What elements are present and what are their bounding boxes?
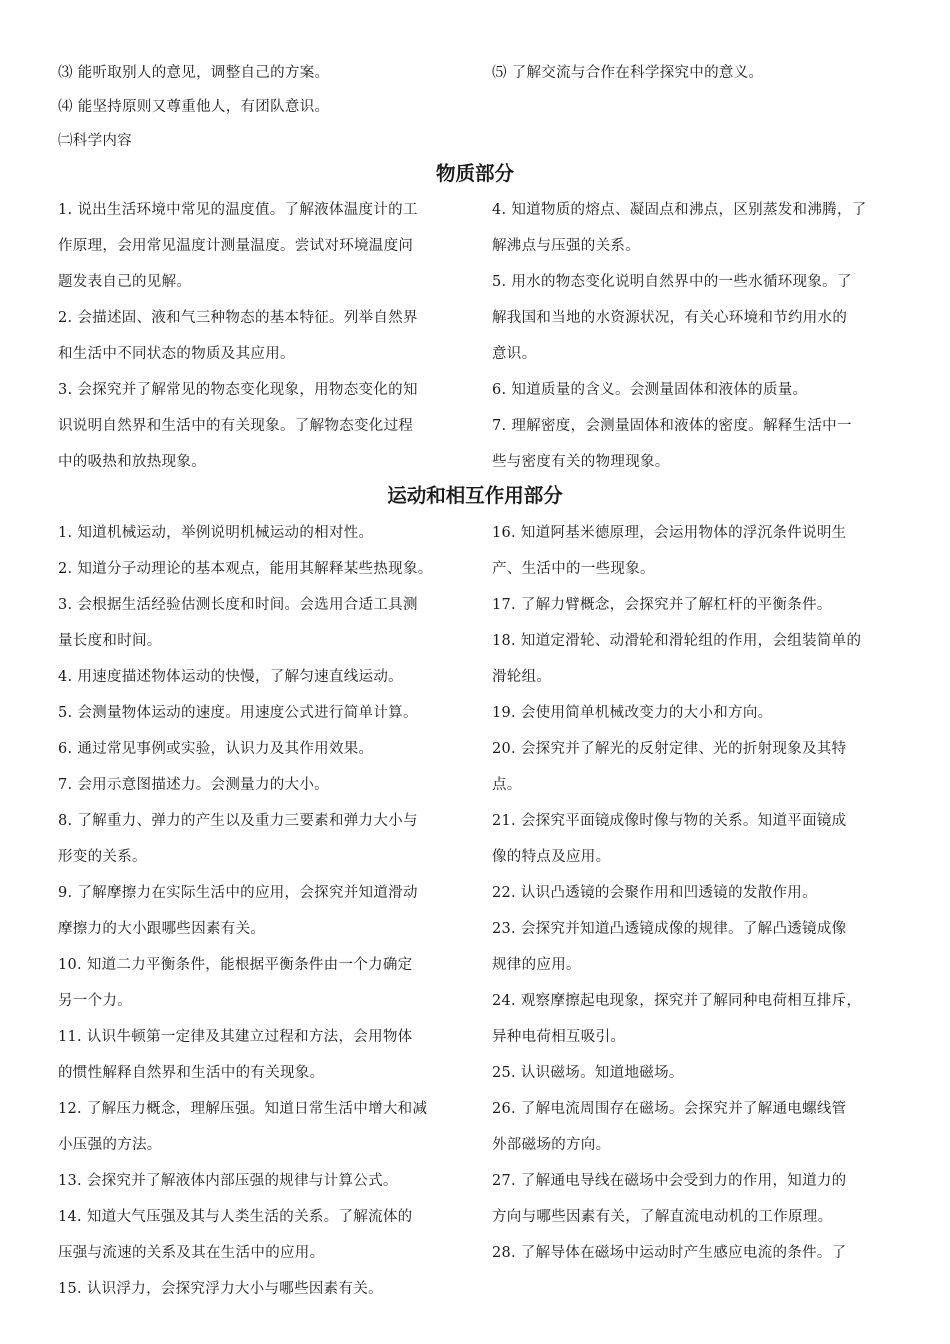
content-line: 25. 认识磁场。知道地磁场。 — [492, 1065, 684, 1081]
content-item — [58, 300, 478, 372]
content-line: 3. 会根据生活经验估测长度和时间。会选用合适工具测 — [58, 597, 418, 613]
content-line: 压强与流速的关系及其在生活中的应用。 — [58, 1245, 325, 1261]
content-line: 22. 认识凸透镜的会聚作用和凹透镜的发散作用。 — [492, 885, 817, 901]
content-line: 7. 理解密度，会测量固体和液体的密度。解释生活中一 — [492, 418, 852, 434]
content-line: 19. 会使用简单机械改变力的大小和方向。 — [492, 705, 773, 721]
content-line: 摩擦力的大小跟哪些因素有关。 — [58, 921, 266, 937]
content-line: 27. 了解通电导线在磁场中会受到力的作用，知道力的 — [492, 1173, 847, 1189]
content-line: 异种电荷相互吸引。 — [492, 1029, 626, 1045]
content-line: 12. 了解压力概念，理解压强。知道日常生活中增大和减 — [58, 1101, 428, 1117]
content-item — [58, 192, 478, 300]
content-item — [58, 515, 478, 551]
content-line: 小压强的方法。 — [58, 1137, 162, 1153]
content-line: 意识。 — [492, 346, 537, 362]
content-line: 识说明自然界和生活中的有关现象。了解物态变化过程 — [58, 418, 414, 434]
content-line: 13. 会探究并了解液体内部压强的规律与计算公式。 — [58, 1173, 398, 1189]
content-item — [58, 1163, 478, 1199]
intro-item: ⑶ 能听取别人的意见，调整自己的方案。 — [58, 65, 330, 81]
content-item — [492, 803, 900, 875]
content-item — [58, 372, 478, 480]
intro-left-column — [58, 56, 478, 158]
content-line: 方向与哪些因素有关，了解直流电动机的工作原理。 — [492, 1209, 833, 1225]
content-line: 8. 了解重力、弹力的产生以及重力三要素和弹力大小与 — [58, 813, 418, 829]
content-item — [58, 695, 478, 731]
content-line: 量长度和时间。 — [58, 633, 162, 649]
content-line: 和生活中不同状态的物质及其应用。 — [58, 346, 295, 362]
content-line: 18. 知道定滑轮、动滑轮和滑轮组的作用，会组装简单的 — [492, 633, 862, 649]
content-line: 规律的应用。 — [492, 957, 581, 973]
content-line: 26. 了解电流周围存在磁场。会探究并了解通电螺线管 — [492, 1101, 847, 1117]
content-line: 产、生活中的一些现象。 — [492, 561, 655, 577]
content-item — [492, 1055, 900, 1091]
content-item — [58, 659, 478, 695]
section-heading: 运动和相互作用部分 — [387, 484, 563, 507]
content-line: 5. 用水的物态变化说明自然界中的一些水循环现象。了 — [492, 274, 852, 290]
content-line: 另一个力。 — [58, 993, 132, 1009]
content-line: 11. 认识牛顿第一定律及其建立过程和方法，会用物体 — [58, 1029, 413, 1045]
content-line: 点。 — [492, 777, 522, 793]
section2-left-column — [58, 515, 478, 1307]
section1-left-column — [58, 192, 478, 480]
content-item — [492, 911, 900, 983]
content-line: 的惯性解释自然界和生活中的有关现象。 — [58, 1065, 325, 1081]
content-line: 17. 了解力臂概念，会探究并了解杠杆的平衡条件。 — [492, 597, 832, 613]
content-line: 9. 了解摩擦力在实际生活中的应用，会探究并知道滑动 — [58, 885, 418, 901]
content-item — [492, 1235, 900, 1271]
content-item — [58, 1019, 478, 1091]
content-line: 2. 知道分子动理论的基本观点，能用其解释某些热现象。 — [58, 561, 433, 577]
content-item — [492, 515, 900, 587]
intro-item: ⑸ 了解交流与合作在科学探究中的意义。 — [492, 65, 764, 81]
content-item — [492, 264, 900, 372]
content-line: 10. 知道二力平衡条件，能根据平衡条件由一个力确定 — [58, 957, 413, 973]
content-line: 4. 知道物质的熔点、凝固点和沸点，区别蒸发和沸腾，了 — [492, 202, 867, 218]
section-heading: 物质部分 — [435, 162, 514, 185]
content-line: 6. 通过常见事例或实验，认识力及其作用效果。 — [58, 741, 374, 757]
content-item — [58, 551, 478, 587]
content-item — [492, 731, 900, 803]
content-item — [58, 1271, 478, 1307]
content-item — [492, 1163, 900, 1235]
content-line: 些与密度有关的物理现象。 — [492, 454, 670, 470]
content-item — [492, 408, 900, 480]
content-item — [492, 1091, 900, 1163]
content-line: 15. 认识浮力，会探究浮力大小与哪些因素有关。 — [58, 1281, 383, 1297]
content-item — [492, 695, 900, 731]
content-item — [492, 192, 900, 264]
content-item — [58, 587, 478, 659]
content-line: 1. 说出生活环境中常见的温度值。了解液体温度计的工 — [58, 202, 418, 218]
content-line: 解沸点与压强的关系。 — [492, 238, 640, 254]
content-item — [492, 372, 900, 408]
content-line: 中的吸热和放热现象。 — [58, 454, 206, 470]
content-line: 2. 会描述固、液和气三种物态的基本特征。列举自然界 — [58, 310, 418, 326]
content-item — [58, 1091, 478, 1163]
content-line: 滑轮组。 — [492, 669, 552, 685]
content-line: 28. 了解导体在磁场中运动时产生感应电流的条件。了 — [492, 1245, 847, 1261]
content-item — [58, 947, 478, 1019]
content-item — [58, 767, 478, 803]
section2-right-column — [492, 515, 900, 1271]
content-item — [492, 623, 900, 695]
intro-item: ⑷ 能坚持原则又尊重他人，有团队意识。 — [58, 99, 330, 115]
content-line: 题发表自己的见解。 — [58, 274, 192, 290]
content-item — [58, 731, 478, 767]
content-line: 20. 会探究并了解光的反射定律、光的折射现象及其特 — [492, 741, 847, 757]
content-line: 23. 会探究并知道凸透镜成像的规律。了解凸透镜成像 — [492, 921, 847, 937]
content-line: 1. 知道机械运动，举例说明机械运动的相对性。 — [58, 525, 374, 541]
content-line: 外部磁场的方向。 — [492, 1137, 611, 1153]
content-line: 16. 知道阿基米德原理，会运用物体的浮沉条件说明生 — [492, 525, 847, 541]
content-line: 像的特点及应用。 — [492, 849, 611, 865]
content-line: 5. 会测量物体运动的速度。用速度公式进行简单计算。 — [58, 705, 418, 721]
content-item — [58, 875, 478, 947]
content-line: 形变的关系。 — [58, 849, 147, 865]
content-line: 24. 观察摩擦起电现象，探究并了解同种电荷相互排斥， — [492, 993, 862, 1009]
content-item — [492, 983, 900, 1055]
content-line: 21. 会探究平面镜成像时像与物的关系。知道平面镜成 — [492, 813, 847, 829]
section1-right-column — [492, 192, 900, 480]
content-item — [492, 875, 900, 911]
content-line: 解我国和当地的水资源状况，有关心环境和节约用水的 — [492, 310, 848, 326]
content-item — [58, 803, 478, 875]
content-item — [492, 587, 900, 623]
content-line: 4. 用速度描述物体运动的快慢，了解匀速直线运动。 — [58, 669, 403, 685]
content-line: 14. 知道大气压强及其与人类生活的关系。了解流体的 — [58, 1209, 413, 1225]
content-line: 6. 知道质量的含义。会测量固体和液体的质量。 — [492, 382, 808, 398]
content-line: 作原理，会用常见温度计测量温度。尝试对环境温度问 — [58, 238, 414, 254]
section-label: ㈡科学内容 — [58, 133, 132, 149]
content-line: 7. 会用示意图描述力。会测量力的大小。 — [58, 777, 329, 793]
content-line: 3. 会探究并了解常见的物态变化现象，用物态变化的知 — [58, 382, 418, 398]
content-item — [58, 1199, 478, 1271]
intro-right-column — [492, 56, 900, 90]
